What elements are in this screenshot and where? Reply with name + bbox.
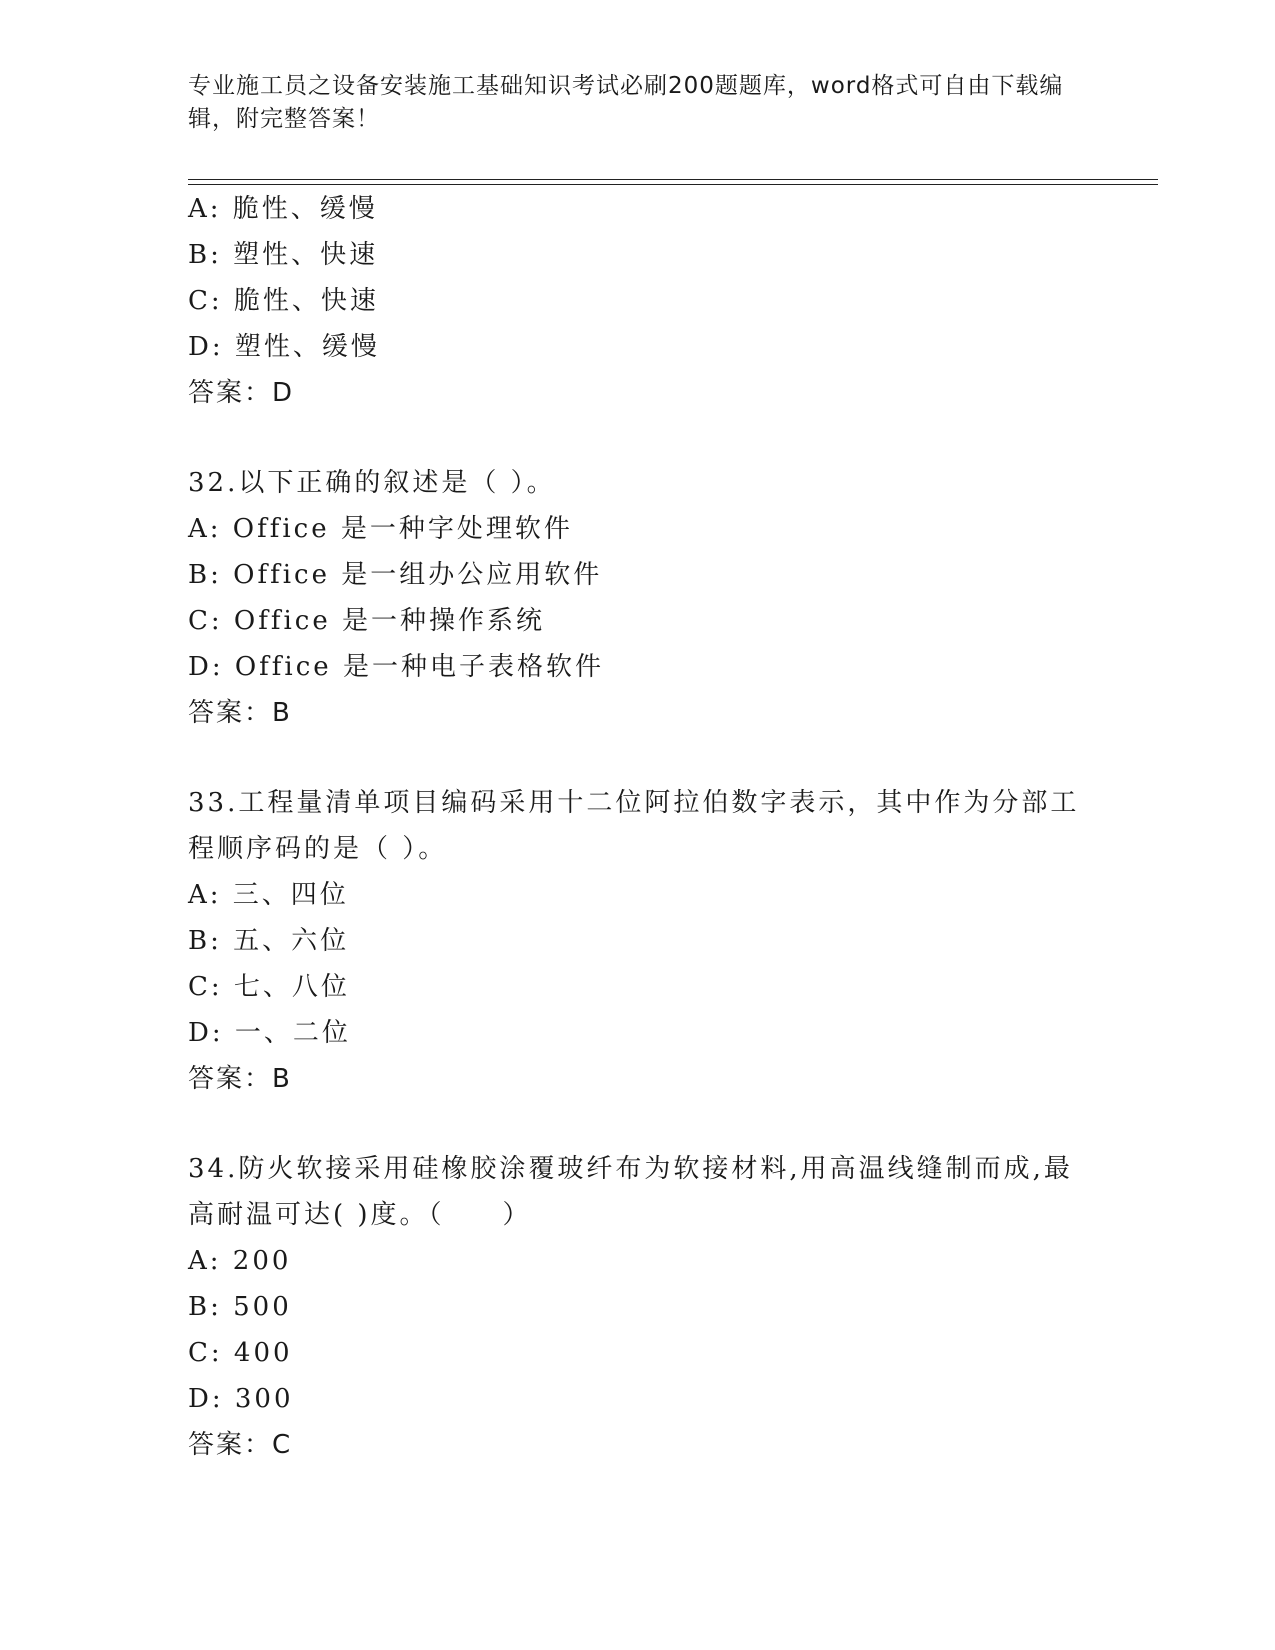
option-a: A: 三、四位 (188, 880, 349, 910)
document-header: 专业施工员之设备安装施工基础知识考试必刷200题题库，word格式可自由下载编辑，附完整答案！ (188, 73, 1064, 132)
option-a: A: 脆性、缓慢 (188, 194, 378, 224)
spacer (188, 736, 1088, 780)
option-a: A: 200 (188, 1246, 292, 1276)
question-title: 32.以下正确的叙述是（ ）。 (188, 468, 556, 498)
question-block-32 (188, 460, 1088, 736)
question-block-31 (188, 186, 1088, 416)
spacer (188, 1102, 1088, 1146)
answer-line: 答案：B (188, 698, 292, 728)
option-d: D: 300 (188, 1384, 294, 1414)
option-c: C: 400 (188, 1338, 293, 1368)
option-c: C: Office 是一种操作系统 (188, 606, 546, 636)
option-c: C: 脆性、快速 (188, 286, 379, 316)
answer-line: 答案：D (188, 378, 295, 408)
option-b: B: 塑性、快速 (188, 240, 379, 270)
option-b: B: 500 (188, 1292, 292, 1322)
answer-line: 答案：C (188, 1430, 293, 1460)
option-b: B: 五、六位 (188, 926, 350, 956)
option-c: C: 七、八位 (188, 972, 350, 1002)
question-content (188, 186, 1088, 1468)
option-d: D: Office 是一种电子表格软件 (188, 652, 604, 682)
spacer (188, 416, 1088, 460)
header-rule-top (188, 179, 1158, 180)
question-block-34 (188, 1146, 1088, 1468)
header-rule-bottom (188, 184, 1158, 185)
question-title: 34.防火软接采用硅橡胶涂覆玻纤布为软接材料,用高温线缝制而成,最高耐温可达( )度。（ ） (188, 1154, 1073, 1230)
option-d: D: 塑性、缓慢 (188, 332, 380, 362)
answer-line: 答案：B (188, 1064, 292, 1094)
option-b: B: Office 是一组办公应用软件 (188, 560, 603, 590)
option-d: D: 一、二位 (188, 1018, 351, 1048)
question-title: 33.工程量清单项目编码采用十二位阿拉伯数字表示，其中作为分部工程顺序码的是（ ）。 (188, 788, 1080, 864)
option-a: A: Office 是一种字处理软件 (188, 514, 573, 544)
question-block-33 (188, 780, 1088, 1102)
